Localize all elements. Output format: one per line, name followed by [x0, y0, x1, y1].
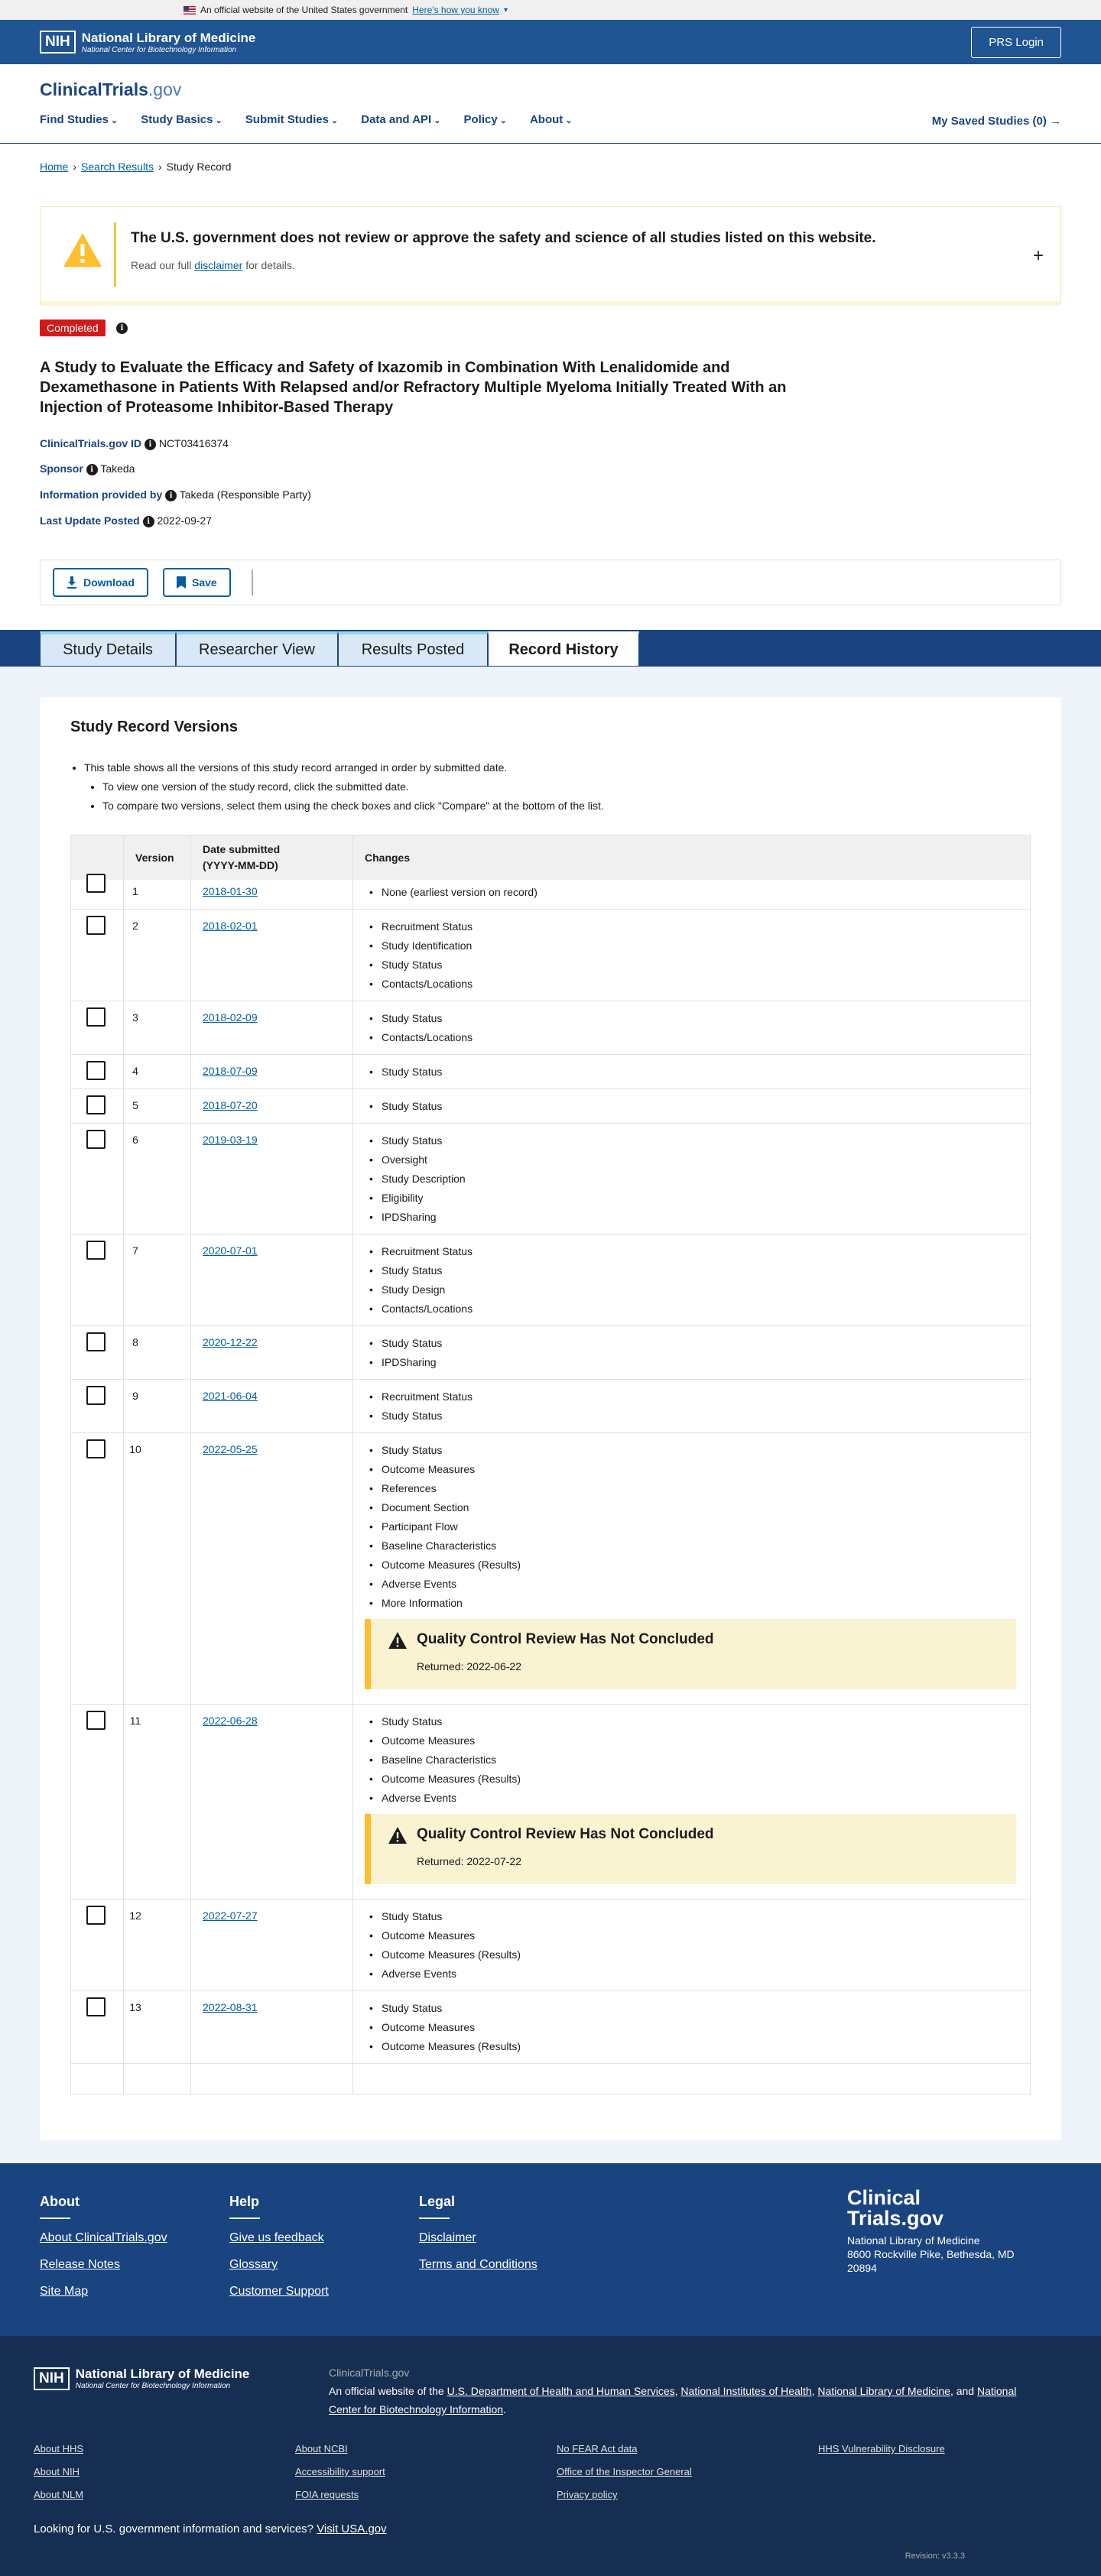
version-date-link[interactable]: 2018-02-09	[203, 1011, 258, 1024]
chevron-down-icon: ▾	[503, 5, 508, 15]
ct-logo-suffix: .gov	[148, 79, 182, 99]
gov-banner-text: An official website of the United States government	[200, 5, 408, 15]
sponsor-row	[40, 462, 135, 475]
changes-list	[369, 1907, 521, 1984]
footer-link-nih[interactable]: National Institutes of Health	[680, 2385, 812, 2397]
version-checkbox[interactable]	[86, 1332, 106, 1351]
footer-link-about-nlm[interactable]: About NLM	[34, 2489, 84, 2500]
nav-submit-studies[interactable]: Submit Studies ⌄	[245, 113, 338, 126]
qc-title: Quality Control Review Has Not Concluded	[417, 1631, 714, 1647]
last-update-row	[40, 514, 212, 527]
change-item: • Document Section	[369, 1498, 521, 1517]
nih-title: National Library of Medicine	[81, 30, 256, 45]
footer-link-release-notes[interactable]: Release Notes	[40, 2258, 120, 2271]
version-number: 10	[129, 1443, 141, 1455]
intro-sub-1: • To view one version of the study record, click the submitted date.	[102, 777, 604, 796]
download-label: Download	[83, 576, 135, 589]
ct-logo[interactable]	[40, 79, 181, 100]
qc-returned: Returned: 2022-07-22	[417, 1855, 521, 1867]
footer-link-privacy[interactable]: Privacy policy	[557, 2489, 618, 2500]
change-item: • Contacts/Locations	[369, 1028, 473, 1047]
change-item: • Participant Flow	[369, 1517, 521, 1536]
action-divider	[252, 569, 253, 595]
disclaimer-link[interactable]: disclaimer	[194, 259, 243, 271]
footer-link-site-map[interactable]: Site Map	[40, 2285, 89, 2298]
version-number: 6	[132, 1134, 138, 1146]
change-item: • Outcome Measures (Results)	[369, 1770, 521, 1789]
disclaimer-post: for details.	[245, 259, 295, 271]
breadcrumb-separator-icon: ›	[73, 161, 77, 173]
footer-nih-box: NIH	[34, 2367, 70, 2390]
version-number: 3	[132, 1011, 138, 1024]
revision-text: Revision: v3.3.3	[905, 2552, 965, 2561]
version-number: 8	[132, 1336, 138, 1348]
footer-address-1: National Library of Medicine	[847, 2234, 980, 2247]
version-date-link[interactable]: 2020-12-22	[203, 1336, 258, 1348]
version-number: 9	[132, 1390, 138, 1402]
change-item: • Outcome Measures	[369, 1731, 521, 1750]
tab-results-posted[interactable]: Results Posted	[338, 631, 488, 667]
nih-logo-box: NIH	[40, 31, 76, 54]
changes-list	[369, 883, 538, 902]
change-item: • Study Status	[369, 1334, 442, 1353]
footer-address-2: 8600 Rockville Pike, Bethesda, MD	[847, 2248, 1015, 2260]
version-date-link[interactable]: 2022-05-25	[203, 1443, 258, 1455]
change-item: • Study Status	[369, 1009, 473, 1028]
tab-record-history[interactable]: Record History	[488, 631, 639, 667]
action-bar	[40, 560, 1061, 605]
nav-study-basics[interactable]: Study Basics ⌄	[141, 113, 222, 126]
footer-links-col-1	[34, 2443, 83, 2512]
version-checkbox[interactable]	[86, 916, 106, 935]
footer-link-foia[interactable]: FOIA requests	[295, 2489, 359, 2500]
tab-study-details[interactable]: Study Details	[40, 631, 176, 667]
heres-how-you-know-link[interactable]: Here's how you know	[412, 5, 499, 15]
footer-about-col	[40, 2194, 167, 2312]
info-icon[interactable]: i	[116, 323, 128, 334]
disclaimer-alert	[40, 206, 1061, 306]
changes-list	[369, 1712, 521, 1808]
table-row	[71, 1124, 1030, 1234]
us-flag-icon	[184, 6, 196, 15]
version-date-link[interactable]: 2018-02-01	[203, 920, 258, 932]
version-date-link[interactable]: 2022-08-31	[203, 2001, 258, 2013]
footer-link-hhs[interactable]: U.S. Department of Health and Human Services	[447, 2385, 675, 2397]
provided-by-label: Information provided by	[40, 488, 163, 501]
change-item: • Outcome Measures	[369, 2018, 521, 2037]
nih-subtitle: National Center for Biotechnology Information	[81, 45, 237, 54]
footer-link-ncbi[interactable]: National Center for Biotechnology Information	[329, 2385, 1017, 2415]
breadcrumb-home[interactable]: Home	[40, 161, 69, 173]
qc-returned: Returned: 2022-06-22	[417, 1660, 521, 1672]
table-row	[71, 1380, 1030, 1433]
quality-control-alert	[365, 1619, 1016, 1689]
changes-list	[369, 917, 473, 994]
footer-link-about-ct[interactable]: About ClinicalTrials.gov	[40, 2231, 167, 2244]
footer-underline	[40, 2218, 70, 2219]
table-row	[71, 880, 1030, 910]
version-checkbox[interactable]	[86, 1130, 106, 1149]
gov-banner	[0, 0, 1101, 20]
change-item: • Baseline Characteristics	[369, 1750, 521, 1770]
usa-gov-text: Looking for U.S. government information and services?	[34, 2522, 314, 2535]
intro-sub-2: • To compare two versions, select them using the check boxes and click "Compare" at the bottom of the list.	[102, 796, 604, 816]
col-date-2: (YYYY-MM-DD)	[203, 859, 278, 871]
warning-icon	[388, 1826, 408, 1844]
nih-header	[0, 20, 1101, 64]
usa-gov-link[interactable]: Visit USA.gov	[317, 2522, 387, 2535]
quality-control-alert	[365, 1814, 1016, 1884]
my-saved-studies-link[interactable]: My Saved Studies (0) →	[931, 115, 1061, 128]
version-date-link[interactable]: 2019-03-19	[203, 1134, 258, 1146]
change-item: • Recruitment Status	[369, 1387, 473, 1406]
change-item: • Adverse Events	[369, 1575, 521, 1594]
version-checkbox[interactable]	[86, 1061, 106, 1080]
provided-by-row	[40, 488, 311, 501]
version-checkbox[interactable]	[86, 1439, 106, 1458]
footer-link-nlm[interactable]: National Library of Medicine	[817, 2385, 950, 2397]
changes-list	[369, 1097, 442, 1116]
breadcrumb	[40, 161, 231, 173]
change-item: • Study Status	[369, 1063, 442, 1082]
ct-logo-main: ClinicalTrials	[40, 79, 148, 99]
footer-link-about-hhs[interactable]: About HHS	[34, 2443, 84, 2454]
footer-bottom	[0, 2336, 1101, 2576]
table-row	[71, 910, 1030, 1001]
breadcrumb-current: Study Record	[166, 161, 232, 173]
version-date-link[interactable]: 2022-07-27	[203, 1909, 258, 1922]
versions-table	[70, 835, 1031, 2094]
version-number: 4	[132, 1065, 138, 1077]
breadcrumb-separator-icon: ›	[158, 161, 162, 173]
download-button[interactable]	[53, 568, 148, 597]
footer-official-text: ClinicalTrials.gov An official website of the U.S. Department of Health and Human Services, National Institutes of Health, National Library of Medicine, and National Center for Biotechnology Information.	[329, 2363, 1047, 2419]
footer-links-col-4	[818, 2443, 945, 2466]
nih-logo[interactable]	[40, 31, 255, 54]
provided-by-value: Takeda (Responsible Party)	[179, 488, 311, 501]
change-item: • References	[369, 1479, 521, 1498]
section-title: Study Record Versions	[70, 719, 238, 735]
sponsor-value: Takeda	[100, 462, 135, 475]
change-item: • Outcome Measures (Results)	[369, 1945, 521, 1964]
breadcrumb-search-results[interactable]: Search Results	[81, 161, 154, 173]
version-number: 7	[132, 1244, 138, 1257]
change-item: • Eligibility	[369, 1189, 466, 1208]
footer-link-terms[interactable]: Terms and Conditions	[419, 2258, 538, 2271]
footer-link-vulnerability[interactable]: HHS Vulnerability Disclosure	[818, 2443, 945, 2454]
table-row	[71, 1705, 1030, 1900]
prs-login-button[interactable]: PRS Login	[971, 27, 1061, 58]
version-number: 12	[129, 1909, 141, 1922]
info-icon[interactable]: i	[143, 516, 154, 527]
change-item: • Study Design	[369, 1280, 473, 1299]
usa-gov-row	[34, 2522, 387, 2535]
study-id-row	[40, 437, 229, 450]
table-row	[71, 1089, 1030, 1124]
changes-list	[369, 1387, 473, 1426]
qc-title: Quality Control Review Has Not Concluded	[417, 1826, 714, 1842]
change-item: • Study Status	[369, 1097, 442, 1116]
nav-find-studies[interactable]: Find Studies ⌄	[40, 113, 118, 126]
changes-list	[369, 1999, 521, 2056]
status-badge: Completed	[40, 320, 106, 336]
study-title: A Study to Evaluate the Efficacy and Safety of Ixazomib in Combination With Lenalidomide and Dexamethasone in Patients With Relapsed and/or Refractory Multiple Myeloma Initially Treated With an Injection of Proteasome Inhibitor-Based Therapy	[40, 359, 787, 416]
change-item: • Outcome Measures	[369, 1926, 521, 1945]
footer-address-3: 20894	[847, 2262, 877, 2274]
footer-link-no-fear[interactable]: No FEAR Act data	[557, 2443, 638, 2454]
table-row	[71, 1055, 1030, 1089]
ct-header	[0, 64, 1101, 144]
info-icon[interactable]: i	[165, 490, 177, 501]
change-item: • Contacts/Locations	[369, 1299, 473, 1319]
footer-link-disclaimer[interactable]: Disclaimer	[419, 2231, 476, 2244]
info-icon[interactable]: i	[86, 464, 98, 475]
change-item: • More Information	[369, 1594, 521, 1613]
footer-about-title: About	[40, 2194, 80, 2209]
expand-plus-icon[interactable]: +	[1032, 245, 1044, 266]
info-icon[interactable]: i	[145, 439, 156, 450]
tab-researcher-view[interactable]: Researcher View	[176, 631, 338, 667]
footer-link-feedback[interactable]: Give us feedback	[229, 2231, 324, 2244]
version-checkbox[interactable]	[86, 1095, 106, 1114]
change-item: • Study Status	[369, 1712, 521, 1731]
footer-legal-col	[419, 2194, 538, 2285]
change-item: • Study Status	[369, 1999, 521, 2018]
warning-icon	[62, 232, 103, 268]
change-item: • Outcome Measures (Results)	[369, 2037, 521, 2056]
change-item: • Contacts/Locations	[369, 975, 473, 994]
change-item: • Study Description	[369, 1170, 466, 1189]
versions-intro	[84, 758, 604, 816]
changes-list	[369, 1009, 473, 1047]
last-update-value: 2022-09-27	[157, 514, 213, 527]
table-row	[71, 1001, 1030, 1055]
intro-text: • This table shows all the versions of this study record arranged in order by submitted date.	[84, 758, 604, 777]
change-item: • Adverse Events	[369, 1964, 521, 1984]
version-checkbox[interactable]	[86, 1711, 106, 1730]
change-item: • Study Status	[369, 1406, 473, 1426]
sponsor-label: Sponsor	[40, 462, 83, 475]
version-checkbox[interactable]	[86, 1906, 106, 1925]
version-number: 1	[132, 885, 138, 897]
change-item: • Adverse Events	[369, 1789, 521, 1808]
changes-list	[369, 1131, 466, 1227]
nav-data-and-api[interactable]: Data and API ⌄	[361, 113, 440, 126]
version-date-link[interactable]: 2021-06-04	[203, 1390, 258, 1402]
version-date-link[interactable]: 2020-07-01	[203, 1244, 258, 1257]
footer-link-about-nih[interactable]: About NIH	[34, 2466, 80, 2477]
footer-address	[847, 2234, 1015, 2275]
footer-links-col-2	[295, 2443, 385, 2512]
disclaimer-pre: Read our full	[131, 259, 192, 271]
col-version: Version	[135, 852, 174, 864]
nav-about[interactable]: About ⌄	[530, 113, 573, 126]
footer-underline	[419, 2218, 450, 2219]
download-icon	[67, 576, 77, 589]
change-item: • IPDSharing	[369, 1208, 466, 1227]
version-checkbox[interactable]	[86, 1386, 106, 1405]
footer-link-oig[interactable]: Office of the Inspector General	[557, 2466, 692, 2477]
table-row	[71, 1326, 1030, 1380]
change-item: • Outcome Measures	[369, 1460, 521, 1479]
table-row	[71, 1900, 1030, 1991]
save-button[interactable]	[163, 568, 231, 597]
footer-help-title: Help	[229, 2194, 260, 2209]
study-id-value: NCT03416374	[158, 437, 229, 449]
change-item: • Oversight	[369, 1150, 466, 1170]
change-item: • Study Status	[369, 1907, 521, 1926]
main-nav	[40, 113, 573, 126]
version-date-link[interactable]: 2018-07-09	[203, 1065, 258, 1077]
footer-official-pre: An official website of the	[329, 2385, 444, 2397]
version-number: 2	[132, 920, 138, 932]
change-item: • Study Status	[369, 955, 473, 975]
footer-logo-line-1: Clinical	[847, 2186, 921, 2209]
bookmark-icon	[177, 576, 186, 589]
version-number: 13	[129, 2001, 141, 2013]
change-item: • Recruitment Status	[369, 917, 473, 936]
footer-nih-title: National Library of Medicine	[75, 2367, 250, 2381]
changes-list	[369, 1242, 473, 1319]
footer-legal-title: Legal	[419, 2194, 456, 2209]
version-number: 11	[129, 1715, 141, 1727]
change-item: • Outcome Measures (Results)	[369, 1556, 521, 1575]
table-row	[71, 1433, 1030, 1705]
changes-list	[369, 1334, 442, 1372]
col-date-1: Date submitted	[203, 843, 281, 855]
change-item: • Study Status	[369, 1261, 473, 1280]
disclaimer-title: The U.S. government does not review or approve the safety and science of all studies listed on this website.	[131, 230, 876, 246]
save-label: Save	[192, 576, 217, 589]
version-date-link[interactable]: 2018-01-30	[203, 885, 258, 897]
change-item: • Recruitment Status	[369, 1242, 473, 1261]
version-date-link[interactable]: 2018-07-20	[203, 1099, 258, 1111]
version-checkbox[interactable]	[86, 874, 106, 893]
version-checkbox[interactable]	[86, 1997, 106, 2016]
tab-bar	[0, 630, 1101, 667]
change-item: • Study Identification	[369, 936, 473, 955]
footer-top	[0, 2163, 1101, 2336]
change-item: • Study Status	[369, 1441, 521, 1460]
footer-help-col	[229, 2194, 329, 2312]
changes-list	[369, 1063, 442, 1082]
disclaimer-text	[131, 259, 295, 271]
last-update-label: Last Update Posted	[40, 514, 140, 527]
version-date-link[interactable]: 2022-06-28	[203, 1715, 258, 1727]
footer-and: and	[956, 2385, 975, 2397]
footer-link-accessibility[interactable]: Accessibility support	[295, 2466, 385, 2477]
footer-nih-logo[interactable]	[34, 2367, 249, 2390]
change-item: • None (earliest version on record)	[369, 883, 538, 902]
version-checkbox[interactable]	[86, 1241, 106, 1260]
footer-logo-line-2: Trials.gov	[847, 2207, 944, 2230]
table-row	[71, 1234, 1030, 1326]
study-id-label: ClinicalTrials.gov ID	[40, 437, 142, 449]
disclaimer-divider	[114, 222, 116, 287]
footer-nih-subtitle: National Center for Biotechnology Information	[75, 2382, 231, 2390]
footer-underline	[229, 2218, 260, 2219]
footer-link-glossary[interactable]: Glossary	[229, 2258, 278, 2271]
table-row	[71, 1991, 1030, 2064]
changes-list	[369, 1441, 521, 1613]
warning-icon	[388, 1631, 408, 1650]
nav-policy[interactable]: Policy ⌄	[464, 113, 507, 126]
footer-site-name: ClinicalTrials.gov	[329, 2367, 410, 2379]
change-item: • Baseline Characteristics	[369, 1536, 521, 1556]
col-changes: Changes	[365, 852, 411, 864]
footer-link-support[interactable]: Customer Support	[229, 2285, 329, 2298]
footer-links-col-3	[557, 2443, 692, 2512]
change-item: • IPDSharing	[369, 1353, 442, 1372]
footer-link-about-ncbi[interactable]: About NCBI	[295, 2443, 348, 2454]
footer-ct-logo[interactable]	[847, 2188, 1015, 2275]
table-header	[71, 835, 1030, 880]
version-number: 5	[132, 1099, 138, 1111]
change-item: • Study Status	[369, 1131, 466, 1150]
version-checkbox[interactable]	[86, 1007, 106, 1027]
